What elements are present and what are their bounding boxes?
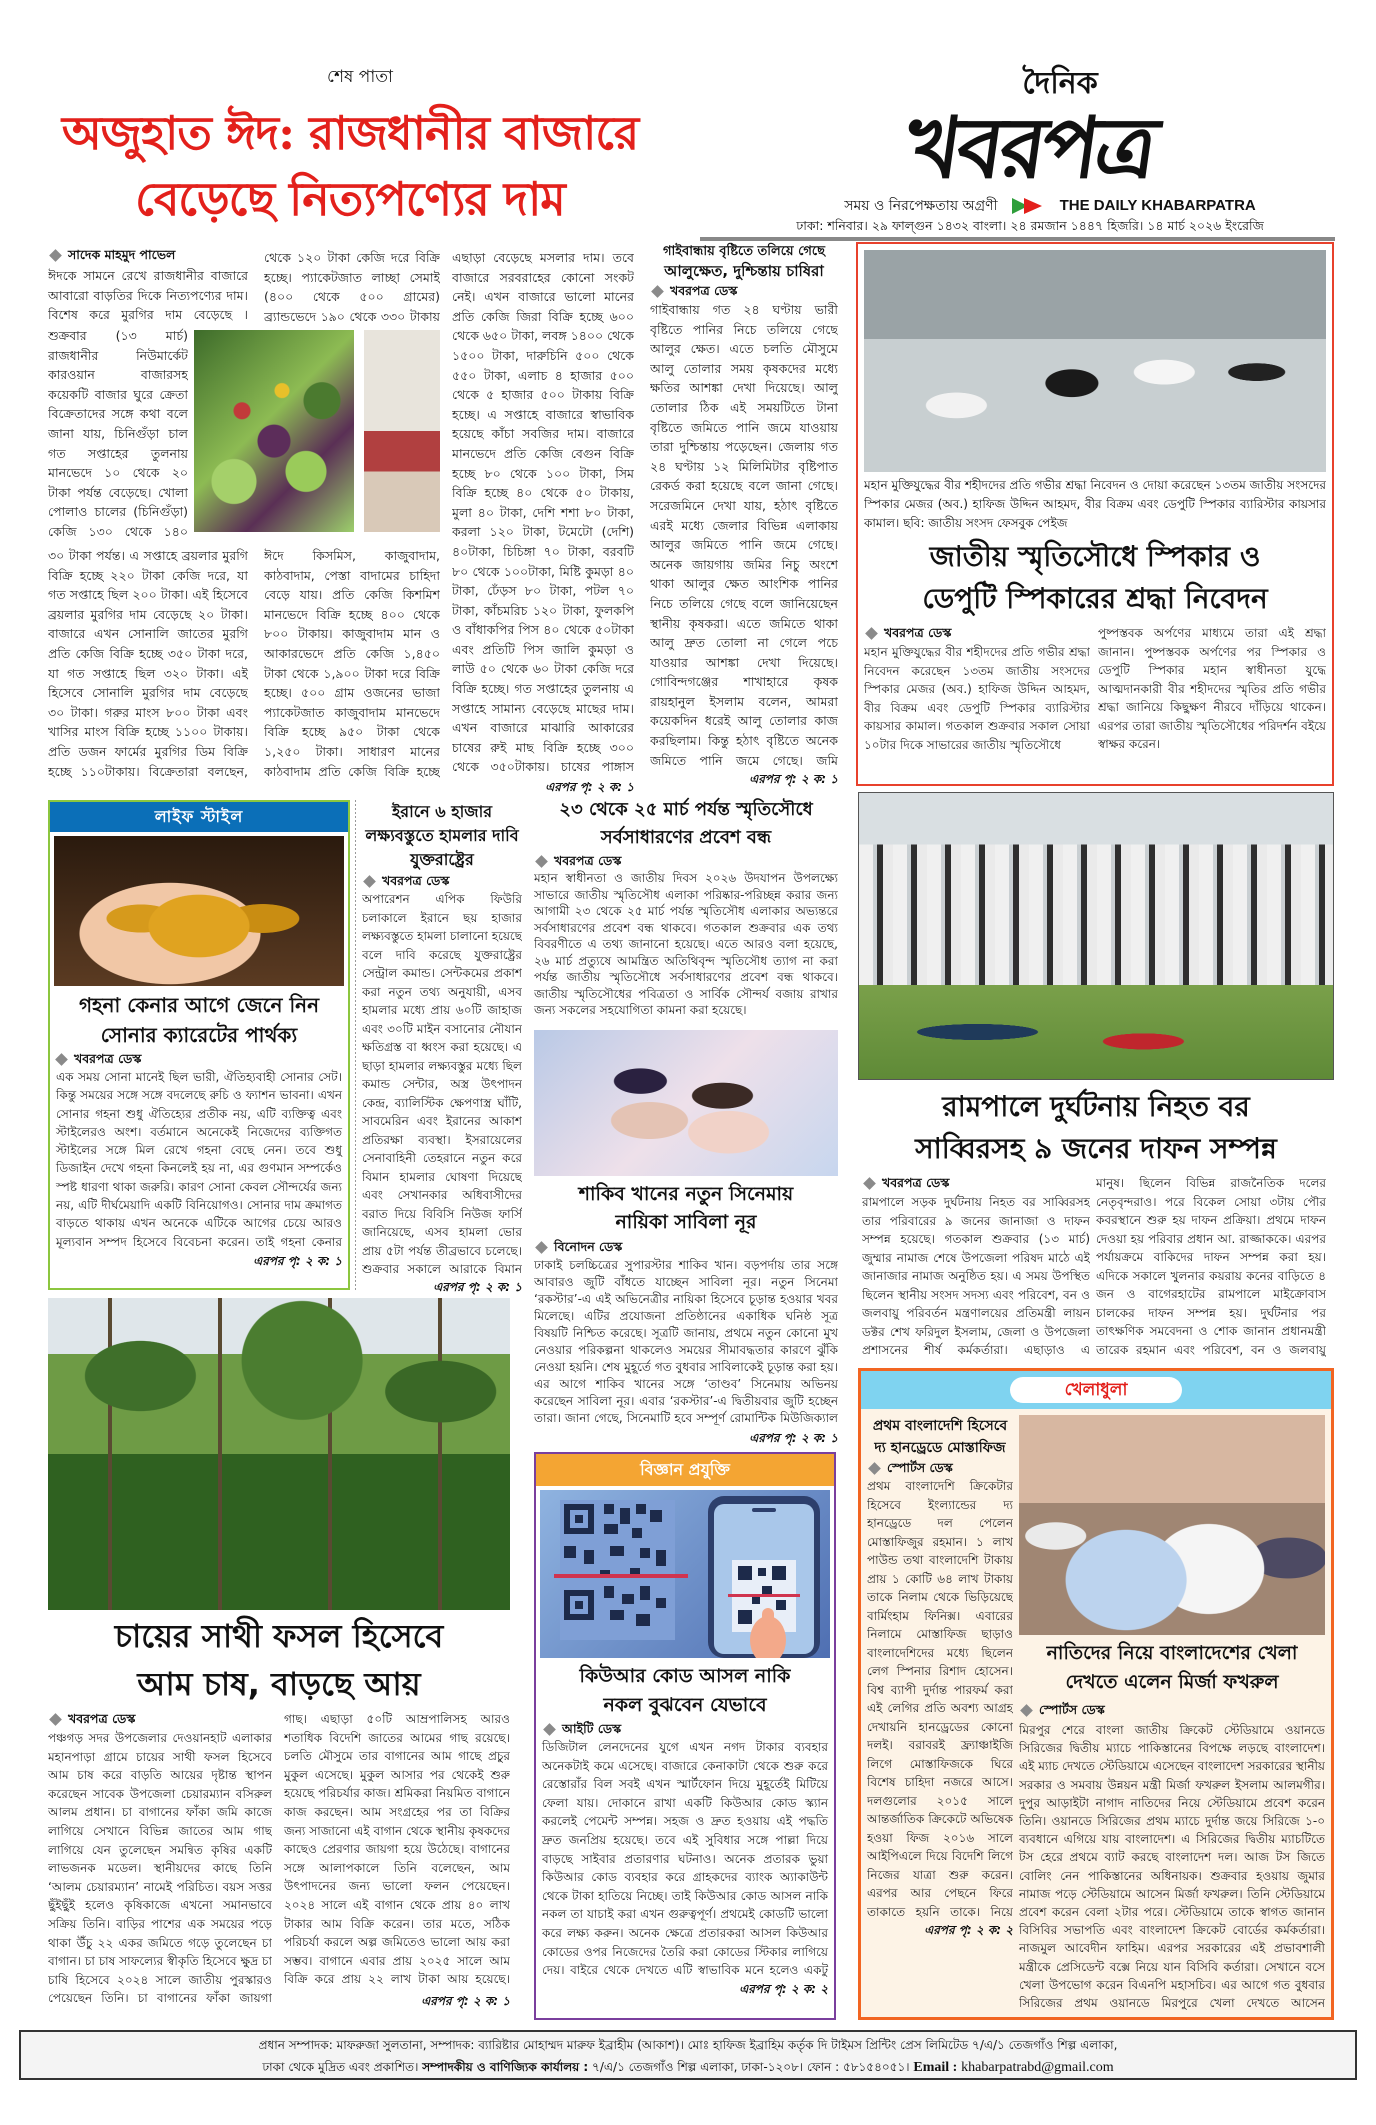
lifestyle-headline-line1: গহনা কেনার আগে জেনে নিন — [78, 993, 320, 1017]
lifestyle-byline: খবরপত্র ডেস্ক — [50, 1050, 348, 1068]
lifestyle-headline — [50, 990, 348, 1050]
tech-byline: আইটি ডেস্ক — [536, 1720, 834, 1738]
cinema-headline — [534, 1180, 838, 1236]
potato-kicker: গাইবান্ধায় বৃষ্টিতে তলিয়ে গেছে — [662, 244, 826, 259]
byline-text: সাদেক মাহমুদ পাভেল — [68, 247, 176, 262]
memorial-headline-line1: ২৩ থেকে ২৫ মার্চ পর্যন্ত স্মৃতিসৌধে — [559, 799, 813, 820]
sports-story2-headline — [1019, 1639, 1325, 1697]
footer-printed: ঢাকা থেকে মুদ্রিত এবং প্রকাশিত। — [262, 2060, 419, 2074]
tagline-row — [740, 196, 1360, 216]
speaker-col1: মহান মুক্তিযুদ্ধের বীর শহীদদের প্রতি গভীর শ্রদ্ধা নিবেদন করেছেন ১৩তম জাতীয় সংসদের স্পিকার মেজর (অব.) হাফিজ উদ্দিন আহমদ, বীর বিক্রম এবং ডেপুটি স্পিকার ব্যারিস্টার কায়সার কামাল। গতকাল শুক্রবার সকাল সোয়া ১০টার দিকে সাভারের জাতীয় স্মৃতিসৌধে — [864, 645, 1090, 752]
market-photo — [364, 330, 440, 532]
sports-story1-jump[interactable]: এরপর পৃ: ২ ক: ২ — [924, 1923, 1013, 1937]
logo-top: দৈনিক — [1022, 66, 1098, 101]
mango-headline-line2: আম চাষ, বাড়ছে আয় — [137, 1665, 421, 1703]
sports-story2-headline-line1: নাতিদের নিয়ে বাংলাদেশের খেলা — [1046, 1642, 1298, 1664]
footer-email-label: Email : — [913, 2060, 958, 2075]
bullet-icon — [535, 1241, 548, 1254]
cinema-body: ঢাকাই চলচ্চিত্রের সুপারস্টার শাকিব খান। বড়পর্দায় তার সঙ্গে আবারও জুটি বাঁধতে যাচ্ছেন সাবিলা নূর। নতুন সিনেমা ‘রকস্টার’-এ এই অভিনেত্রীর নায়িকা হিসেবে চূড়ান্ত হওয়ার খবর মিলেছে। এটির প্রযোজনা প্রতিষ্ঠানের একাধিক ঘনিষ্ঠ সূত্র বিষয়টি নিশ্চিত করেছে। সূত্রটি জানায়, প্রথমে নতুন কোনো মুখ নেওয়ার পরিকল্পনা থাকলেও সময়ের সীমাবদ্ধতার কারণে ঝুঁকি নেওয়া হয়নি। শেষ মুহূর্তে গত বুধবার সাবিলাকেই চূড়ান্ত করা হয়। এর আগে শাকিব খানের সঙ্গে ‘তাণ্ডব’ সিনেমায় অভিনয় করেছেন সাবিলা নূর। এবার ‘রকস্টার’-এ দ্বিতীয়বার জুটি হচ্ছেন তারা। জানা গেছে, সিনেমাটি হবে সম্পূর্ণ রোমান্টিক মিউজিক্যাল — [534, 1258, 838, 1425]
speaker-headline-line2: ডেপুটি স্পিকারের শ্রদ্ধা নিবেদন — [922, 582, 1268, 615]
lead-headline-line2: বেড়েছে নিত্যপণ্যের দাম — [135, 172, 565, 226]
speaker-headline-line1: জাতীয় স্মৃতিসৌধে স্পিকার ও — [929, 540, 1261, 573]
iran-byline: খবরপত্র ডেস্ক — [362, 872, 522, 890]
lead-jump[interactable]: এরপর পৃ: ২ ক: ১ — [545, 780, 634, 794]
sports-story2-headline-line2: দেখতে এলেন মির্জা ফখরুল — [1065, 1671, 1279, 1693]
tech-headline — [536, 1662, 834, 1720]
memorial-headline — [534, 796, 838, 852]
mango-orchard-photo — [48, 1298, 510, 1610]
memorial-body: মহান স্বাধীনতা ও জাতীয় দিবস ২০২৬ উদযাপন উপলক্ষ্যে সাভারে জাতীয় স্মৃতিসৌধ এলাকা পরিষ্কার-পরিচ্ছন্ন করার জন্য আগামী ২৩ থেকে ২৫ মার্চ পর্যন্ত স্মৃতিসৌধ এলাকার অভ্যন্তরে সর্বসাধারণের প্রবেশ বন্ধ থাকবে। গতকাল শুক্রবার এক তথ্য বিবরণীতে এ তথ্য জানানো হয়েছে। এতে আরও বলা হয়েছে, ২৬ মার্চ প্রত্যুষে আমন্ত্রিত অতিথিবৃন্দ স্মৃতিসৌধ ত্যাগ না করা পর্যন্ত জাতীয় স্মৃতিসৌধে সর্বসাধারণের প্রবেশ বন্ধ থাকবে। জাতীয় স্মৃতিসৌধের পবিত্রতা ও সার্বিক সৌন্দর্য বজায় রাখার জন্য সকলের সহযোগিতা কামনা করা হয়েছে। — [534, 871, 838, 1017]
mango-col2: গাছ। এছাড়া ৫০টি আম্রপালিসহ আরও শতাধিক বিদেশি জাতের আমের গাছ রয়েছে। চলতি মৌসুমে তার বাগানের আম গাছে প্রচুর মুকুল এসেছে। মুকুল আসার পর থেকেই শুরু হয়েছে পরিচর্যার কাজ। শ্রমিকরা নিয়মিত বাগানে কাজ করছেন। আম সংগ্রহের পর তা বিক্রির জন্য সাজানো এই বাগান থেকে স্থানীয় কৃষকদের কাছেও প্রেরণার জায়গা হয়ে উঠেছে। বাগানের সঙ্গে আলাপকালে তিনি বলেছেন, আম উৎপাদনের জন্য ভালো ফলন পেয়েছেন। ২০২৪ সালে এই বাগান থেকে প্রায় ৪০ লাখ টাকার আম বিক্রি করেন। তার মতে, সঠিক পরিচর্যা করলে অল্প জমিতেও ভালো আয় করা সম্ভব। বাগানে এবার প্রায় ২০২৫ সালে আম বিক্রি করে প্রায় ২২ লাখ টাকা আয় হয়েছে। — [284, 1712, 510, 1987]
speaker-box — [856, 242, 1334, 786]
speaker-col2: পুষ্পস্তবক অর্পণের মাধ্যমে তারা এই শ্রদ্ধা জানান। পুষ্পস্তবক অর্পণের পর স্পিকার ও ডেপুটি স্পিকার মহান স্বাধীনতা যুদ্ধে আত্মদানকারী বীর শহীদদের স্মৃতির প্রতি গভীর শ্রদ্ধা জানিয়ে কিছুক্ষণ নীরবে দাঁড়িয়ে থাকেন। এরপর তারা জাতীয় স্মৃতিসৌধের পরিদর্শন বইয়ে স্বাক্ষর করেন। — [1098, 626, 1326, 751]
iran-story — [362, 800, 522, 1296]
speaker-byline: খবরপত্র ডেস্ক — [864, 624, 951, 642]
lead-headline — [20, 100, 680, 232]
lead-col1-wrap: শুক্রবার (১৩ মার্চ) রাজধানীর নিউমার্কেট কারওয়ান বাজারসহ কয়েকটি বাজার ঘুরে ক্রেতা বিক্রেতাদের সঙ্গে কথা বলে জানা যায়, চিনিগুঁড়া চাল গত সপ্তাহের তুলনায় মানভেদে ১০ থেকে ২০ টাকা পর্যন্ত বেড়েছে। খোলা পোলাও চালের (চিনিগুঁড়া) কেজি ১৩০ থেকে ১৪০ — [48, 328, 188, 539]
cinema-headline-line1: শাকিব খানের নতুন সিনেমায় — [578, 1183, 794, 1205]
cinema-photo — [534, 1030, 838, 1176]
speaker-caption: মহান মুক্তিযুদ্ধের বীর শহীদদের প্রতি গভীর শ্রদ্ধা নিবেদন ও দোয়া করেছেন ১৩তম জাতীয় সংসদের স্পিকার মেজর (অব.) হাফিজ উদ্দিন আহমদ, বীর বিক্রম এবং ডেপুটি স্পিকার ব্যারিস্টার কায়সার কামাল। ছবি: জাতীয় সংসদ ফেসবুক পেইজ — [864, 478, 1326, 530]
speaker-photo — [864, 250, 1326, 472]
fakhrul-stadium-photo — [1019, 1415, 1325, 1635]
bullet-icon — [363, 875, 376, 888]
mango-byline: খবরপত্র ডেস্ক — [48, 1710, 135, 1728]
qr-code-icon — [540, 1490, 830, 1658]
footer-email[interactable]: khabarpatrabd@gmail.com — [961, 2060, 1114, 2075]
bullet-icon — [55, 1053, 68, 1066]
footer-office-label: সম্পাদকীয় ও বাণিজ্যিক কার্যালয় : — [422, 2060, 589, 2074]
lead-headline-line1: অজুহাত ঈদ: রাজধানীর বাজারে — [61, 106, 639, 160]
potato-body: গাইবান্ধায় গত ২৪ ঘণ্টায় ভারী বৃষ্টিতে পানির নিচে তলিয়ে গেছে আলুর ক্ষেত। এতে চলতি মৌসুমে আলু তোলার সময় কৃষকদের মধ্যে ক্ষতির আশঙ্কা দেখা দিয়েছে। আলু তোলার ঠিক এই সময়টিতে টানা বৃষ্টিতে জমিতে পানি জমে যাওয়ায় তারা দুশ্চিন্তায় পড়েছেন। জেলায় গত ২৪ ঘণ্টায় ১২ মিলিমিটার বৃষ্টিপাত রেকর্ড করা হয়েছে বলে জানা গেছে। সরেজমিনে দেখা যায়, হঠাৎ বৃষ্টিতে এরই মধ্যে জেলার বিভিন্ন এলাকায় আলুর জমিতে পানি জমে গেছে। অনেক জায়গায় জমির নিচু অংশে থাকা আলুর ক্ষেত আংশিক পানির নিচে তলিয়ে গেছে বলে জানিয়েছেন স্থানীয় কৃষকরা। এতে জমিতে থাকা আলু দ্রুত তোলা না গেলে পচে যাওয়ার আশঙ্কা দেখা দিয়েছে। গোবিন্দগঞ্জের শাখাহারে কৃষক রায়হানুল ইসলাম বলেন, আমরা কয়েকদিন ধরেই আলু তোলার কাজ করছিলাম। কিন্তু হঠাৎ বৃষ্টিতে অনেক জমিতে পানি জমে গেছে। জমি — [650, 302, 838, 768]
lead-col3: এছাড়া বেড়েছে মসলার দাম। তবে বাজারে সরবরাহের কোনো সংকট নেই। এখন বাজারে ভালো মানের প্রতি কেজি জিরা বিক্রি হচ্ছে ৬০০ থেকে ৬৫০ টাকা, লবঙ্গ ১৪০০ থেকে ১৫০০ টাকা, দারুচিনি ৫০০ থেকে ৫৫০ টাকা, এলাচ ৪ হাজার ৫০০ থেকে ৫ হাজার ৫০০ টাকায় বিক্রি হচ্ছে। এ সপ্তাহে বাজারে স্বাভাবিক হয়েছে কাঁচা সবজির দাম। বাজারে মানভেদে প্রতি কেজি বেগুন বিক্রি হচ্ছে ৮০ থেকে ১০০ টাকা, সিম বিক্রি হচ্ছে ৪০ থেকে ৫০ টাকায়, মুলা ৪০ টাকা, দেশি শশা ৮০ টাকা, করলা ১২০ টাকা, টমেটো (দেশি) ৪০টাকা, চিচিঙ্গা ৭০ টাকা, বরবটি ৮০ থেকে ১০০টাকা, মিষ্টি কুমড়া ৪০ টাকা, ঢেঁড়স ৮০ টাকা, পটল ৭০ টাকা, কাঁচমরিচ ১২০ টাকা, ফুলকপি ও বাঁধাকপির পিস ৪০ থেকে ৫০টাকা এবং প্রতিটি পিস জালি কুমড়া ও লাউ ৫০ থেকে ৬০ টাকা কেজি দরে বিক্রি হচ্ছে। গত সপ্তাহের তুলনায় এ সপ্তাহে সামান্য বেড়েছে মাছের দাম। এখন বাজারে মাঝারি আকারের চাষের রুই মাছ বিক্রি হচ্ছে ৩০০ থেকে ৩৫০টাকায়। চাষের পাঙ্গাস — [452, 250, 634, 775]
bullet-icon — [865, 627, 878, 640]
cinema-byline: বিনোদন ডেস্ক — [534, 1238, 622, 1256]
gold-jewelry-photo — [54, 836, 344, 986]
sports-story1-body: প্রথম বাংলাদেশি ক্রিকেটার হিসেবে ইংল্যান্ডের দ্য হানড্রেডে দল পেলেন মোস্তাফিজুর রহমান। ১ লাখ পাউন্ড তথা বাংলাদেশি টাকায় প্রায় ১ কোটি ৬৪ লাখ টাকায় তাকে নিলাম থেকে ভিড়িয়েছে বার্মিংহাম ফিনিক্স। এবারের নিলামে মোস্তাফিজ ছাড়াও বাংলাদেশিদের মধ্যে ছিলেন লেগ স্পিনার রিশাদ হোসেন। বিশ্ব ব্যাপী দুর্দান্ত পারফর্ম করা এই লেগির প্রতি অবশ্য আগ্রহ দেখায়নি হানড্রেডের কোনো দলই। বরাবরই ফ্র্যাঞ্চাইজি লিগে মোস্তাফিজকে ঘিরে বিশেষ চাহিদা নজরে আসে। দলগুলোর ২০১৫ সালে আন্তর্জাতিক ক্রিকেটে অভিষেক হওয়া ফিজ ২০১৬ সালে আইপিএলে দিয়ে বিদেশি লিগে নিজের যাত্রা শুরু করেন। এরপর আর পেছনে ফিরে তাকাতে হয়নি তাকে। নিয়ে — [867, 1479, 1013, 1919]
iran-jump[interactable]: এরপর পৃ: ২ ক: ১ — [433, 1280, 522, 1294]
potato-jump[interactable]: এরপর পৃ: ২ ক: ১ — [749, 772, 838, 786]
tech-headline-line1: কিউআর কোড আসল নাকি — [579, 1665, 791, 1687]
page-label: শেষ পাতা — [327, 67, 393, 87]
tech-jump[interactable]: এরপর পৃ: ২ ক: ২ — [739, 1982, 828, 1996]
footer-line1: প্রধান সম্পাদক: মাফরুজা সুলতানা, সম্পাদক: ব্যারিষ্টার মোহাম্মদ মারুফ ইব্রাহীম (আকাশ)। মোঃ হাফিজ ইব্রাহিম কর্তৃক দি টাইমস প্রিন্টিং প্রেস লিমিটেড ৭/এ/১ তেজগাঁও শিল্প এলাকা, — [258, 2038, 1118, 2052]
iran-body: অপারেশন এপিক ফিউরি চলাকালে ইরানে ছয় হাজার লক্ষ্যবস্তুতে হামলা চালানো হয়েছে বলে দাবি করেছে যুক্তরাষ্ট্রের সেন্ট্রাল কমান্ড। সেন্টকমের প্রকাশ করা নতুন তথ্য অনুযায়ী, এসব হামলার মধ্যে প্রায় ৬০টি জাহাজ এবং ৩০টি মাইন বসানোর নৌযান ক্ষতিগ্রস্ত বা ধ্বংস করা হয়েছে। এ ছাড়া হামলার লক্ষ্যবস্তুর মধ্যে ছিল কমান্ড সেন্টার, অস্ত্র উৎপাদন কেন্দ্র, ব্যালিস্টিক ক্ষেপণাস্ত্র ঘাঁটি, সাবমেরিন এবং ইরানের আকাশ প্রতিরক্ষা ব্যবস্থা। ইসরায়েলের সেনাবাহিনী তেহরানে নতুন করে বিমান হামলার ঘোষণা দিয়েছে এবং সেখানকার অধিবাসীদের বরাত দিয়ে বিবিসি নিউজ ফার্সি জানিয়েছে, এসব হামলা ভোর প্রায় ৫টা পর্যন্ত তীব্রভাবে চলেছে। শুক্রবার সকালে আরাকে বিমান — [362, 892, 522, 1276]
tech-box — [534, 1452, 836, 2020]
footer-address: ৭/এ/১ তেজগাঁও শিল্প এলাকা, ঢাকা-১২০৮। ফোন : ৫৮১৫৪০৫১। — [592, 2060, 910, 2074]
english-name: THE DAILY KHABARPATRA — [1059, 197, 1256, 214]
tech-headline-line2: নকল বুঝবেন যেভাবে — [603, 1694, 767, 1716]
mango-headline-line1: চায়ের সাথী ফসল হিসেবে — [114, 1617, 444, 1655]
sports-box — [858, 1368, 1334, 2020]
vegetable-photo — [194, 330, 354, 532]
lifestyle-headline-line2: সোনার ক্যারেটের পার্থক্য — [100, 1023, 298, 1047]
imprint-footer — [19, 2030, 1357, 2080]
sports-story1-headline-line1: প্রথম বাংলাদেশি হিসেবে — [872, 1418, 1008, 1434]
column-divider — [355, 800, 356, 1290]
rampal-col1: রামপালে সড়ক দুর্ঘটনায় নিহত বর সাব্বিরসহ তার পরিবারের ৯ জনের জানাজা ও দাফন সম্পন্ন হয়েছে। গতকাল শুক্রবার (১৩ মার্চ) জুম্মার নামাজ শেষে উপজেলা পরিষদ মাঠে এই জানাজার নামাজ অনুষ্ঠিত হয়। এ সময় উপস্থিত ছিলেন স্থানীয় সংসদ সদস্য এবং পরিবেশ, বন ও জলবায়ু পরিবর্তন মন্ত্রণালয়ের প্রতিমন্ত্রী লায়ন ডক্টর শেখ ফরিদুল ইসলাম, জেলা ও উপজেলা প্রশাসনের শীর্ষ কর্মকর্তারা। এছাড়াও এ — [862, 1195, 1090, 1357]
cinema-jump[interactable]: এরপর পৃ: ২ ক: ১ — [749, 1431, 838, 1445]
rampal-headline — [858, 1086, 1334, 1170]
qr-code-illustration — [540, 1490, 830, 1658]
masthead-logo — [710, 66, 1350, 197]
rampal-byline: খবরপত্র ডেস্ক — [862, 1174, 949, 1192]
bullet-icon — [49, 249, 62, 262]
tagline: সময় ও নিরপেক্ষতায় অগ্রণী — [844, 198, 998, 214]
lead-col2-bottom: ঈদে কিসমিস, কাজুবাদাম, কাঠবাদাম, পেস্তা বাদামের চাহিদা বেড়ে যায়। প্রতি কেজি কিশমিশ মানভেদে বিক্রি হচ্ছে ৪০০ থেকে ৮০০ টাকায়। কাজুবাদাম মান ও আকারভেদে প্রতি কেজি ১,৪৫০ টাকা থেকে ১,৯০০ টাকা দরে বিক্রি হচ্ছে। ৫০০ গ্রাম ওজনের ভাজা প্যাকেটজাত কাজুবাদাম মানভেদে বিক্রি হচ্ছে ৯৫০ টাকা থেকে ১,২৫০ টাকা। সাধারণ মানের কাঠবাদাম প্রতি কেজি বিক্রি হচ্ছে — [264, 548, 440, 779]
sports-label: খেলাধুলা — [1010, 1377, 1182, 1403]
memorial-byline: খবরপত্র ডেস্ক — [534, 852, 838, 870]
sports-header — [861, 1371, 1331, 1409]
rampal-headline-line2: সাব্বিরসহ ৯ জনের দাফন সম্পন্ন — [915, 1132, 1277, 1165]
memorial-headline-line2: সর্বসাধারণের প্রবেশ বন্ধ — [600, 827, 772, 848]
rampal-headline-line1: রামপালে দুর্ঘটনায় নিহত বর — [942, 1090, 1250, 1123]
lead-col1-bottom: ৩০ টাকা পর্যন্ত। এ সপ্তাহে ব্রয়লার মুরগি বিক্রি হচ্ছে ২২০ টাকা কেজি দরে, যা গত সপ্তাহে ছিল ২০০ টাকা। এই হিসেবে ব্রয়লার মুরগির দাম বেড়েছে ২০ টাকা। বাজারে এখন সোনালি জাতের মুরগি প্রতি কেজি বিক্রি হচ্ছে ৩৫০ টাকা দরে, যা গত সপ্তাহে ছিল ৩২০ টাকা। এই হিসেবে সোনালি মুরগির দাম বেড়েছে ৩০ টাকা। গরুর মাংস ৮০০ টাকা এবং খাসির মাংস বিক্রি হচ্ছে ১১০০ টাকায়। প্রতি ডজন ফার্মের মুরগির ডিম বিক্রি হচ্ছে ১১০টাকায়। বিক্রেতারা বলছেন, — [48, 548, 248, 779]
tech-label: বিজ্ঞান প্রযুক্তি — [640, 1460, 730, 1479]
potato-headline: আলুক্ষেত, দুশ্চিন্তায় চাষিরা — [664, 262, 824, 280]
lifestyle-jump[interactable]: এরপর পৃ: ২ ক: ১ — [253, 1254, 342, 1268]
potato-story — [650, 244, 838, 788]
potato-byline: খবরপত্র ডেস্ক — [650, 282, 838, 300]
speaker-headline — [862, 536, 1328, 620]
lead-col1-intro: ঈদকে সামনে রেখে রাজধানীর বাজারে আবারো বাড়তির দিকে নিত্যপণ্যের দাম। বিশেষ করে মুরগির দাম বেড়েছে । — [48, 268, 248, 323]
arrow-icon — [1012, 198, 1046, 214]
lifestyle-box — [48, 800, 350, 1290]
rampal-col2: মানুষ। ছিলেন বিভিন্ন রাজনৈতিক দলের নেতৃবৃন্দরাও। পরে বিকেল সোয়া ৩টায় পৌর কবরস্থানে শুরু হয় দাফন প্রক্রিয়া। প্রথমে দাফন দেওয়া হয় পরিবার প্রধান আ. রাজ্জাককে। এরপর পর্যায়ক্রমে বাকিদের দাফন সম্পন্ন করা হয়। এদিকে সকালে খুলনার কয়রায় কনের বাড়িতে ৪ জন ও বাগেরহাটের রামপালে মাইক্রোবাস চালকের দাফন সম্পন্ন হয়। দুর্ঘটনার পর তাৎক্ষণিক সমবেদনা ও শোক জানান প্রধানমন্ত্রী তারেক রহমান এবং পরিবেশ, বন ও জলবায়ু — [1096, 1176, 1326, 1357]
sports-story2-body: মিরপুর শেরে বাংলা জাতীয় ক্রিকেট স্টেডিয়ামে ওয়ানডে সিরিজের দ্বিতীয় ম্যাচে পাকিস্তানের বিপক্ষে লড়ছে বাংলাদেশ। এই ম্যাচ দেখতে স্টেডিয়ামে এসেছেন বাংলাদেশ সরকারের স্থানীয় সরকার ও সমবায় উন্নয়ন মন্ত্রী মির্জা ফখরুল ইসলাম আলমগীর। দুপুর আড়াইটা নাগাদ নাতিদের নিয়ে স্টেডিয়ামে প্রবেশ করেন তিনি। ওয়ানডে সিরিজের প্রথম ম্যাচে দুর্দান্ত জয়ে সিরিজে ১-০ ব্যবধানে এগিয়ে যায় বাংলাদেশ। এ সিরিজের দ্বিতীয় ম্যাচটিতে টস হেরে প্রথমে ব্যাট করছে বাংলাদেশ দল। আজ টস জিতে বোলিং নেন পাকিস্তানের অধিনায়ক। শুক্রবার হওয়ায় জুমার নামাজ পড়ে স্টেডিয়ামে আসেন মির্জা ফখরুল। তিনি স্টেডিয়ামে প্রবেশ করেন বেলা ২টার পরে। স্টেডিয়ামে তাকে স্বাগত জানান বিসিবির সভাপতি এবং বাংলাদেশ ক্রিকেট বোর্ডের কর্মকর্তারা। নাজমুল আবেদীন ফাহিম। এরপর সরকারের এই প্রভাবশালী মন্ত্রীকে প্রেসিডেন্ট বক্সে নিয়ে যান বিসিবি কর্তারা। সেখানে বসে খেলা উপভোগ করেন বিএনপি মহাসচিব। এর আগে গত বুধবার সিরিজের প্রথম ওয়ানডে মিরপুরে খেলা দেখতে আসেন — [1019, 1723, 1325, 2011]
memorial-story — [534, 796, 838, 1024]
sports-story1-headline-line2: দ্য হানড্রেডে মোস্তাফিজ — [874, 1440, 1006, 1456]
lifestyle-body: এক সময় সোনা মানেই ছিল ভারী, ঐতিহ্যবাহী সোনার সেট। কিন্তু সময়ের সঙ্গে সঙ্গে বদলেছে রুচি ও ফ্যাশন ভাবনা। এখন সোনার গহনা শুধু ঐতিহ্যের প্রতীক নয়, এটি ব্যক্তিত্ব এবং স্টাইলেরও অংশ। বর্তমানে অনেকেই নিজেদের ব্যক্তিগত স্টাইলের সঙ্গে মিল রেখে গহনা বেছে নেন। তবে শুধু ডিজাইন দেখে গহনা কিনলেই হয় না, এর গুণমান সম্পর্কেও স্পষ্ট ধারণা থাকা জরুরি। কারণ সোনা কেবল সৌন্দর্যের জন্য নয়, এটি দীর্ঘমেয়াদি একটি বিনিয়োগও। সোনার দাম ক্রমাগত বাড়তে থাকায় এখন অনেকে এটিকে আগের চেয়ে আরও মূল্যবান সম্পদ হিসেবে বিবেচনা করেন। তাই গহনা কেনার — [56, 1070, 342, 1249]
logo-main: খবরপত্র — [899, 99, 1161, 197]
lifestyle-label: লাইফ স্টাইল — [154, 807, 244, 826]
lifestyle-header — [50, 802, 348, 832]
bullet-icon — [863, 1177, 876, 1190]
bullet-icon — [868, 1462, 881, 1475]
mango-jump[interactable]: এরপর পৃ: ২ ক: ১ — [421, 1994, 510, 2008]
mango-headline — [48, 1612, 510, 1708]
funeral-photo-ground — [859, 985, 1333, 1079]
masthead-rule — [700, 237, 1335, 241]
sports-story2-byline: স্পোর্টস ডেস্ক — [1019, 1701, 1105, 1719]
tech-header — [536, 1454, 834, 1486]
bullet-icon — [1020, 1704, 1033, 1717]
tech-body: ডিজিটাল লেনদেনের যুগে এখন নগদ টাকার ব্যবহার অনেকটাই কমে এসেছে। বাজারে কেনাকাটা থেকে শুরু করে রেস্তোরাঁর বিল সবই এখন স্মার্টফোন দিয়ে মুহূর্তেই মিটিয়ে ফেলা যায়। দোকানে রাখা একটি কিউআর কোড স্ক্যান করলেই পেমেন্ট সম্পন্ন। সহজ ও দ্রুত হওয়ায় এই পদ্ধতি দ্রুত জনপ্রিয় হয়েছে। তবে এই সুবিধার সঙ্গে পাল্লা দিয়ে বাড়ছে সাইবার প্রতারণার ঘটনাও। অনেক প্রতারক ভুয়া কিউআর কোড ব্যবহার করে গ্রাহকদের ব্যাংক অ্যাকাউন্ট থেকে টাকা হাতিয়ে নিচ্ছে। তাই কিউআর কোড আসল নাকি নকল তা যাচাই করা এখন গুরুত্বপূর্ণ। প্রথমেই কোডটি ভালো করে লক্ষ্য করুন। অনেক ক্ষেত্রে প্রতারকরা আসল কিউআর কোডের ওপর নিজেদের তৈরি করা কোডের স্টিকার লাগিয়ে দেয়। বাইরে থেকে দেখতে এটি স্বাভাবিক মনে হলেও একটু — [542, 1740, 828, 1978]
iran-headline: ইরানে ৬ হাজার লক্ষ্যবস্তুতে হামলার দাবি যুক্তরাষ্ট্রের — [365, 802, 519, 869]
mango-col1: পঞ্চগড় সদর উপজেলার দেওয়ানহাট এলাকার মহানপাড়া গ্রামে চায়ের সাথী ফসল হিসেবে আম চাষ করে বাড়তি আয়ের দৃষ্টান্ত স্থাপন করেছেন সাবেক উপজেলা চেয়ারম্যান বসিরুল আলম প্রধান। চা বাগানের ফাঁকা জমি কাজে লাগিয়ে সেখানে বিভিন্ন জাতের আম গাছ লাগিয়ে যেন তুলেছেন সমন্বিত কৃষির একটি লাভজনক মডেল। স্থানীয়দের কাছে তিনি ‘আলম চেয়ারম্যান’ নামেই পরিচিত। বয়স সত্তর ছুঁইছুঁই হলেও কৃষিকাজে এখনো সমানভাবে সক্রিয় তিনি। বাড়ির পাশের এক সময়ের পড়ে থাকা উঁচু ২২ একর জমিতে গড়ে তুলেছেন চা বাগান। চা চাষ সাফল্যের স্বীকৃতি হিসেবে ক্ষুদ্র চা চাষি হিসেবে ২০২৪ সালে জাতীয় পুরস্কারও পেয়েছেন তিনি। চা বাগানের ফাঁকা জায়গা — [48, 1731, 272, 2006]
footer-line2 — [27, 2056, 1349, 2079]
sports-story1-headline — [867, 1415, 1013, 1459]
sports-story1-byline: স্পোর্টস ডেস্ক — [867, 1459, 1013, 1477]
bullet-icon — [651, 285, 664, 298]
cinema-headline-line2: নায়িকা সাবিলা নূর — [615, 1211, 757, 1233]
lead-byline — [48, 246, 175, 264]
bullet-icon — [535, 855, 548, 868]
bullet-icon — [49, 1713, 62, 1726]
bullet-icon — [543, 1723, 556, 1736]
dateline: ঢাকা: শনিবার। ২৯ ফাল্গুন ১৪৩২ বাংলা। ২৪ রমজান ১৪৪৭ হিজরি। ১৪ মার্চ ২০২৬ ইংরেজি — [796, 218, 1264, 233]
lead-col2-top: থেকে ১২০ টাকা কেজি দরে বিক্রি হচ্ছে। প্যাকেটজাত লাচ্ছা সেমাই (৪০০ থেকে ৫০০ গ্রামের) ব্র্যান্ডভেদে ১৯০ থেকে ৩৩০ টাকায় — [264, 250, 440, 324]
